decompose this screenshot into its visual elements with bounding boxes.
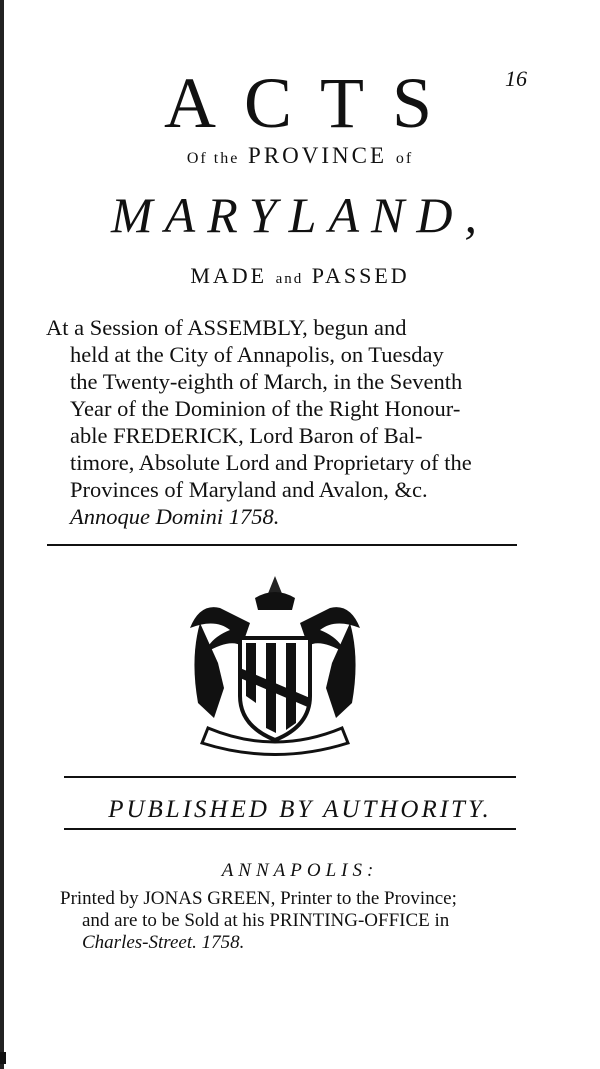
session-line-8: Annoque Domini 1758.: [70, 504, 280, 529]
province-of-1: Of the: [186, 150, 240, 167]
session-line-3: the Twenty-eighth of March, in the Seventh: [70, 369, 463, 394]
session-line-2: held at the City of Annapolis, on Tuesday: [70, 342, 444, 367]
published-by-authority: PUBLISHED BY AUTHORITY.: [108, 796, 492, 823]
session-line-5: able FREDERICK, Lord Baron of Bal-: [70, 423, 423, 448]
made-and-passed: [0, 263, 600, 289]
rule-top: [47, 544, 517, 546]
imprint-line-3: Charles-Street. 1758.: [82, 932, 245, 953]
session-line-4: Year of the Dominion of the Right Honour-: [70, 396, 461, 421]
and-word: and: [275, 271, 304, 287]
page-number: 16: [505, 66, 527, 91]
imprint-line-1: Printed by JONAS GREEN, Printer to the Province;: [60, 888, 457, 909]
margin-mark: [0, 1052, 6, 1064]
province-line: [0, 143, 600, 169]
session-line-7: Provinces of Maryland and Avalon, &c.: [70, 477, 428, 502]
session-line-6: timore, Absolute Lord and Proprietary of the: [70, 450, 472, 475]
rule-published-bottom: [64, 828, 516, 830]
passed-word: PASSED: [311, 263, 410, 288]
made-word: MADE: [190, 263, 268, 288]
colony-name: MARYLAND,: [111, 187, 489, 243]
imprint-city: ANNAPOLIS:: [221, 860, 379, 881]
session-line-1: At a Session of ASSEMBLY, begun and: [46, 315, 407, 340]
baltimore-coat-of-arms-icon: [180, 568, 370, 756]
province-of-2: of: [395, 150, 414, 167]
province-word: PROVINCE: [248, 143, 388, 168]
imprint-line-2: and are to be Sold at his PRINTING-OFFICE in: [82, 910, 450, 931]
rule-published-top: [64, 776, 516, 778]
title: ACTS: [163, 63, 461, 143]
